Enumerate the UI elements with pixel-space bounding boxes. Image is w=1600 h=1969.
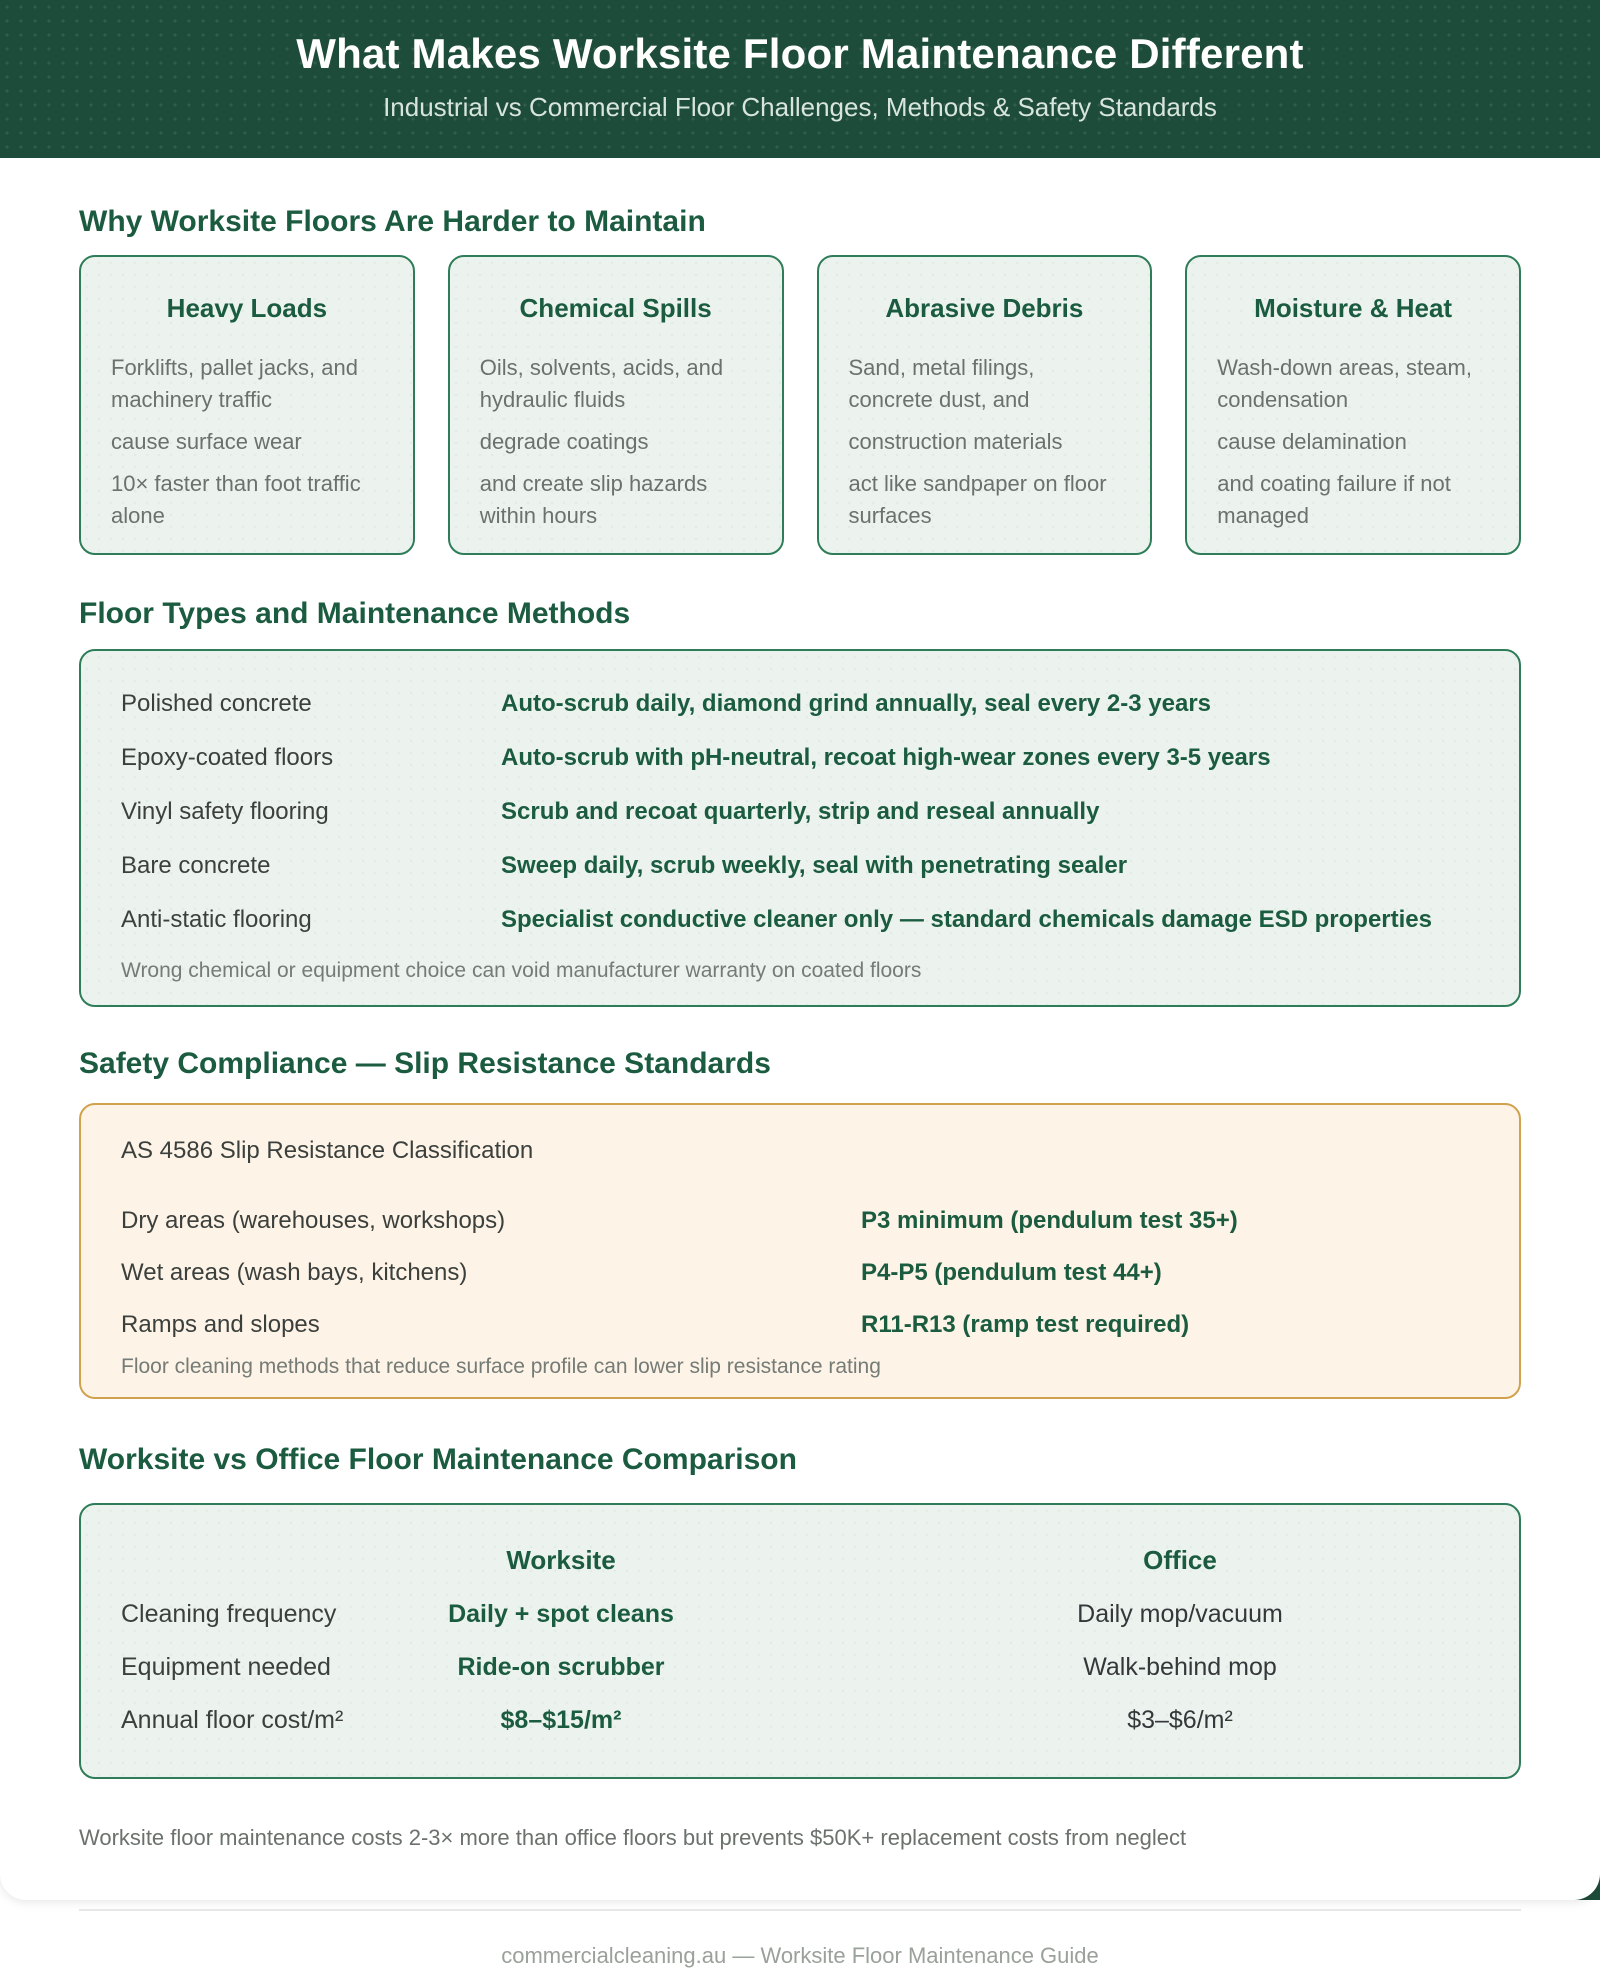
worksite-value: Daily + spot cleans xyxy=(448,1600,674,1628)
floor-type-method: Scrub and recoat quarterly, strip and reseal annually xyxy=(501,798,1100,825)
page-title: What Makes Worksite Floor Maintenance Different xyxy=(296,30,1304,77)
floor-type-label: Bare concrete xyxy=(121,852,271,879)
card-text: Forklifts, pallet jacks, and machinery traffic xyxy=(111,355,358,412)
compliance-row xyxy=(121,1299,1479,1351)
card-text: construction materials xyxy=(848,429,1063,454)
comparison-row xyxy=(121,1694,1479,1747)
card-text: cause delamination xyxy=(1217,429,1407,454)
compliance-row xyxy=(121,1195,1479,1247)
worksite-value: $8–$15/m² xyxy=(500,1706,622,1734)
section-heading-comparison: Worksite vs Office Floor Maintenance Comparison xyxy=(79,1443,797,1476)
footer-text: commercialcleaning.au — Worksite Floor Maintenance Guide xyxy=(501,1943,1099,1968)
floor-type-row xyxy=(121,677,1479,731)
comparison-header-office: Office xyxy=(1143,1545,1217,1575)
row-label: Annual floor cost/m² xyxy=(121,1706,344,1734)
section-challenges xyxy=(79,205,1521,555)
section-heading-compliance: Safety Compliance — Slip Resistance Standards xyxy=(79,1047,771,1080)
section-compliance xyxy=(79,1047,1521,1399)
compliance-note: Floor cleaning methods that reduce surface profile can lower slip resistance rating xyxy=(121,1355,881,1378)
compliance-standard: P3 minimum (pendulum test 35+) xyxy=(861,1207,1238,1234)
challenge-card-moisture-heat xyxy=(1185,255,1521,555)
compliance-standard: R11-R13 (ramp test required) xyxy=(861,1311,1190,1338)
floor-type-row xyxy=(121,893,1479,947)
card-text: and coating failure if not managed xyxy=(1217,471,1451,528)
floor-type-method: Sweep daily, scrub weekly, seal with penetrating sealer xyxy=(501,852,1128,879)
warranty-note: Wrong chemical or equipment choice can void manufacturer warranty on coated floors xyxy=(121,959,922,982)
card-text: 10× faster than foot traffic alone xyxy=(111,471,361,528)
comparison-row xyxy=(121,1588,1479,1641)
challenge-card-heavy-loads xyxy=(79,255,415,555)
office-value: Walk-behind mop xyxy=(1083,1653,1277,1681)
card-text: act like sandpaper on floor surfaces xyxy=(848,471,1107,528)
section-comparison xyxy=(79,1443,1521,1851)
row-label: Equipment needed xyxy=(121,1653,331,1681)
card-text: Wash-down areas, steam, condensation xyxy=(1217,355,1472,412)
floor-type-row xyxy=(121,785,1479,839)
section-floor-types xyxy=(79,597,1521,1007)
card-title: Abrasive Debris xyxy=(885,293,1084,323)
floor-types-panel xyxy=(79,649,1521,1007)
compliance-row xyxy=(121,1247,1479,1299)
compliance-panel xyxy=(79,1103,1521,1399)
page-header xyxy=(0,0,1600,158)
floor-type-row xyxy=(121,731,1479,785)
floor-type-label: Polished concrete xyxy=(121,690,312,717)
comparison-row xyxy=(121,1641,1479,1694)
comparison-header-row xyxy=(121,1533,1479,1588)
card-text: cause surface wear xyxy=(111,429,302,454)
page-subtitle: Industrial vs Commercial Floor Challenges, Methods & Safety Standards xyxy=(383,92,1217,122)
comparison-header-worksite: Worksite xyxy=(506,1545,616,1575)
worksite-value: Ride-on scrubber xyxy=(457,1653,665,1681)
card-text: degrade coatings xyxy=(479,429,649,454)
section-heading-challenges: Why Worksite Floors Are Harder to Maintain xyxy=(79,205,706,238)
floor-type-row xyxy=(121,839,1479,893)
card-text: Oils, solvents, acids, and hydraulic fluids xyxy=(479,355,724,412)
challenge-cards-row xyxy=(79,255,1521,555)
floor-type-method: Specialist conductive cleaner only — standard chemicals damage ESD properties xyxy=(501,906,1432,933)
office-value: Daily mop/vacuum xyxy=(1077,1600,1283,1628)
compliance-standard: P4-P5 (pendulum test 44+) xyxy=(861,1259,1162,1286)
challenge-card-chemical-spills xyxy=(448,255,784,555)
challenge-card-abrasive-debris xyxy=(817,255,1153,555)
floor-type-method: Auto-scrub with pH-neutral, recoat high-wear zones every 3-5 years xyxy=(501,744,1271,771)
footer-divider xyxy=(79,1909,1521,1911)
compliance-area: Ramps and slopes xyxy=(121,1311,320,1338)
compliance-area: Dry areas (warehouses, workshops) xyxy=(121,1207,506,1234)
comparison-note: Worksite floor maintenance costs 2-3× more than office floors but prevents $50K+ replacement costs from neglect xyxy=(79,1825,1187,1850)
card-text: and create slip hazards within hours xyxy=(479,471,708,528)
page-content xyxy=(0,205,1600,1969)
floor-type-method: Auto-scrub daily, diamond grind annually, seal every 2-3 years xyxy=(501,690,1212,717)
section-heading-floor-types: Floor Types and Maintenance Methods xyxy=(79,597,631,630)
compliance-area: Wet areas (wash bays, kitchens) xyxy=(121,1259,468,1286)
floor-type-label: Anti-static flooring xyxy=(121,906,312,933)
card-title: Heavy Loads xyxy=(166,293,328,323)
card-title: Chemical Spills xyxy=(519,293,712,323)
card-title: Moisture & Heat xyxy=(1254,293,1453,323)
row-label: Cleaning frequency xyxy=(121,1600,337,1628)
floor-type-label: Vinyl safety flooring xyxy=(121,798,329,825)
comparison-panel xyxy=(79,1503,1521,1779)
compliance-classification-title: AS 4586 Slip Resistance Classification xyxy=(121,1137,534,1164)
floor-type-label: Epoxy-coated floors xyxy=(121,744,334,771)
card-text: Sand, metal filings, concrete dust, and xyxy=(848,355,1035,412)
office-value: $3–$6/m² xyxy=(1127,1706,1233,1734)
